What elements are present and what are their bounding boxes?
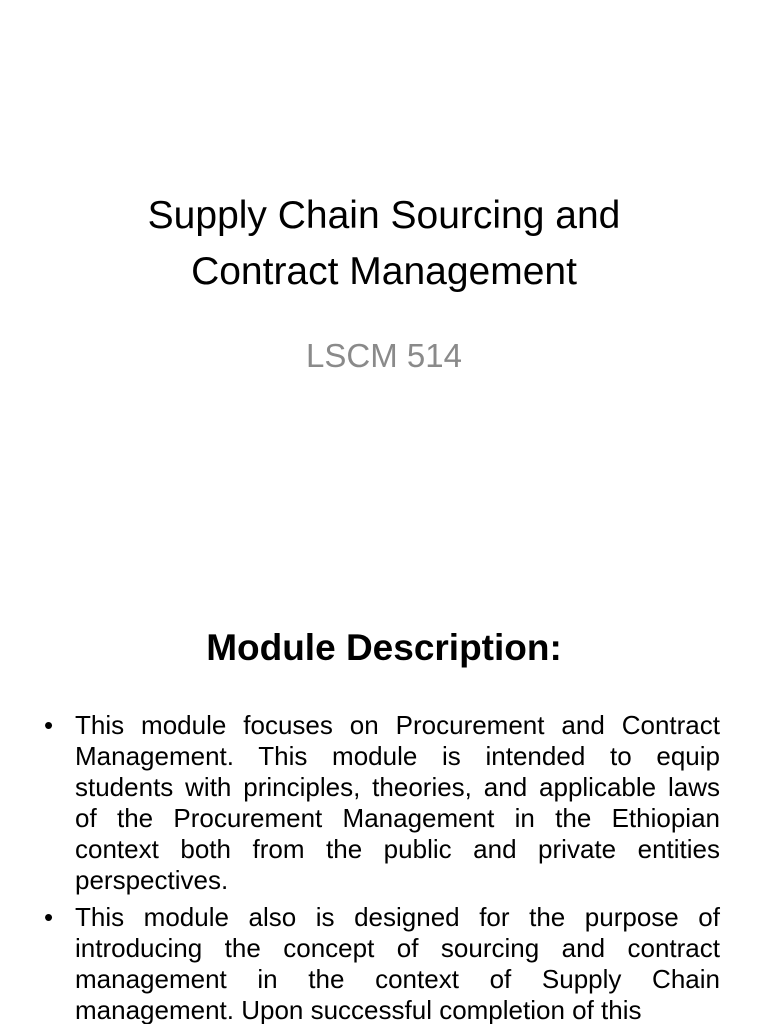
bullet-text: This module focuses on Procurement and Contract Management. This module is intended to equip students with principles, theories, and applicable laws of the Procurement Management in the Ethiopian context both from the public and private entities perspectives. (75, 710, 720, 895)
bullet-item (44, 902, 720, 1024)
bullet-list (44, 710, 720, 1024)
slide-title (0, 188, 768, 300)
bullet-item (44, 710, 720, 896)
course-code: LSCM 514 (306, 337, 462, 374)
slide-title-line-2: Contract Management (191, 250, 577, 293)
module-description-slide (0, 576, 768, 1024)
bullet-marker: • (44, 710, 54, 740)
section-heading: Module Description: (206, 627, 562, 668)
bullet-text: This module also is designed for the purpose of introducing the concept of sourcing and contract management in the context of Supply Chain management. Upon successful completion of this (75, 902, 720, 1024)
slide-title-line-1: Supply Chain Sourcing and (147, 194, 621, 237)
bullet-marker: • (44, 902, 54, 932)
